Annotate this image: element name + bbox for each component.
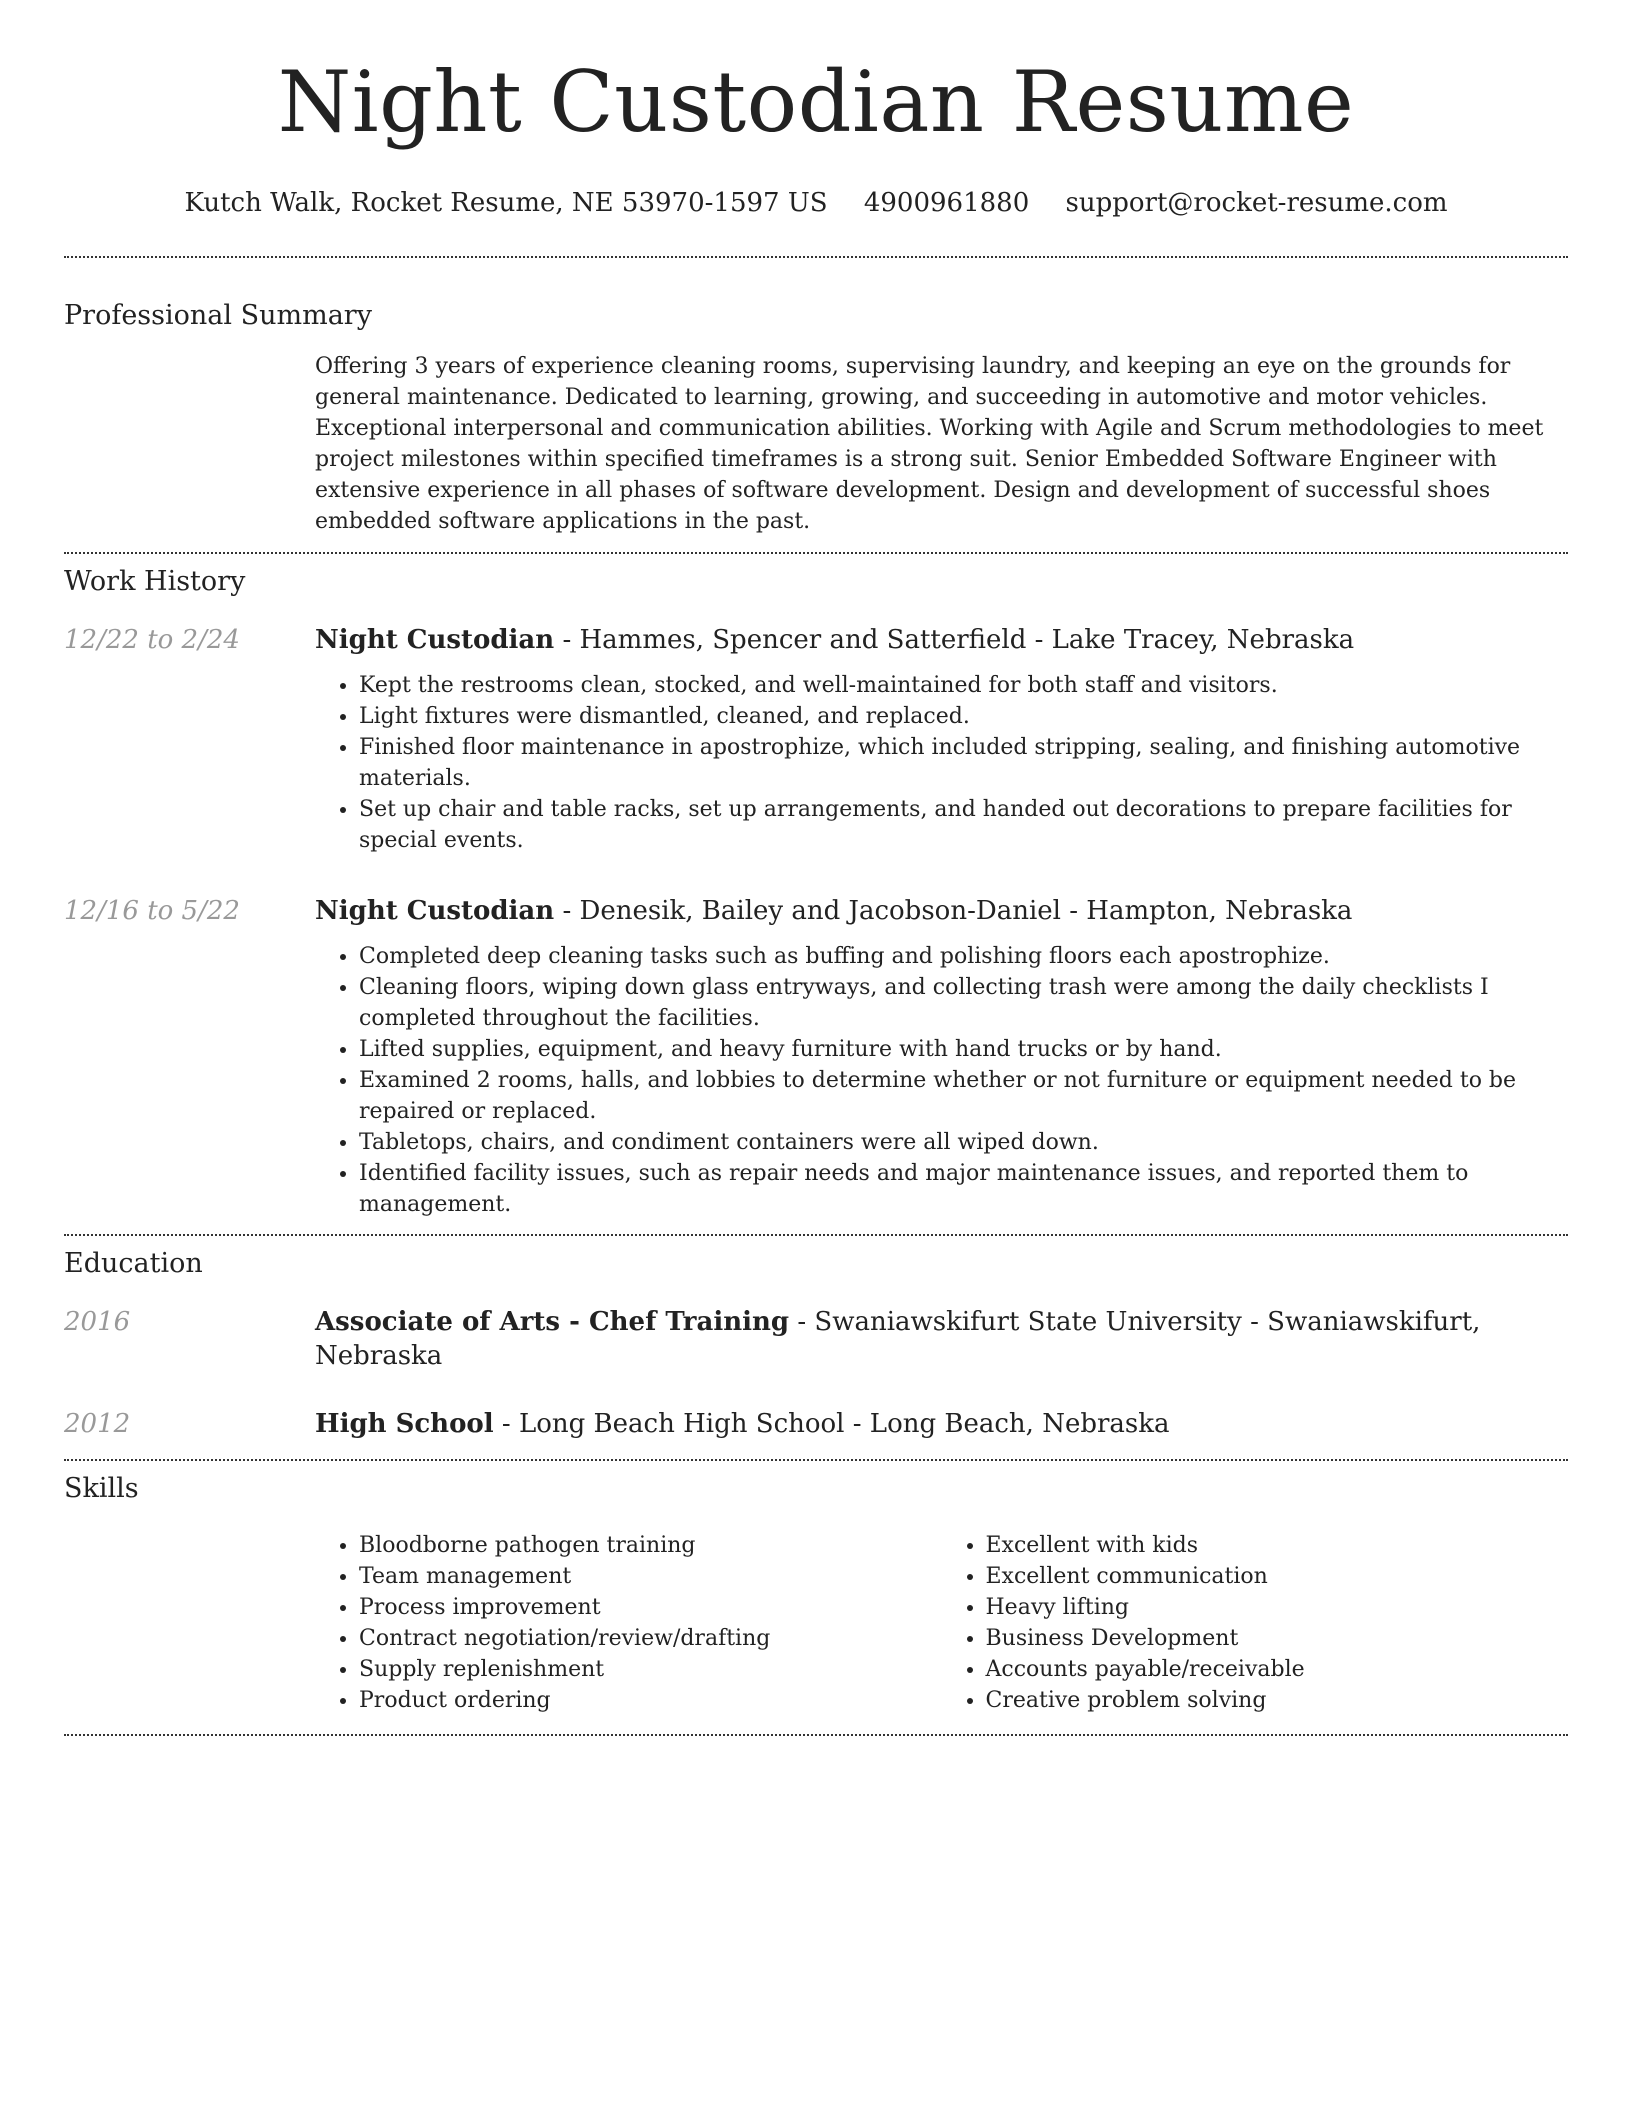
education-details: - Long Beach High School - Long Beach, Nebraska: [493, 1409, 1170, 1439]
list-item: • Light fixtures were dismantled, cleaned, and replaced.: [359, 701, 1568, 732]
skill-item: • Creative problem solving: [986, 1685, 1569, 1716]
job-dates: 12/16 to 5/22: [64, 896, 240, 926]
skill-item: • Excellent with kids: [986, 1530, 1569, 1561]
contact-phone: 4900961880: [863, 188, 1030, 218]
job-title: Night Custodian: [315, 896, 555, 926]
job-heading: [315, 894, 1352, 928]
skill-item: • Team management: [359, 1561, 942, 1592]
resume-title: Night Custodian Resume: [277, 53, 1355, 151]
degree-title: Associate of Arts - Chef Training: [315, 1307, 790, 1337]
skill-item: • Heavy lifting: [986, 1592, 1569, 1623]
job-details: - Denesik, Bailey and Jacobson-Daniel - Hampton, Nebraska: [554, 896, 1353, 926]
skill-item: • Contract negotiation/review/drafting: [359, 1623, 942, 1654]
skill-item: • Supply replenishment: [359, 1654, 942, 1685]
skill-item: • Process improvement: [359, 1592, 942, 1623]
job-entry: [64, 623, 1568, 657]
job-details: - Hammes, Spencer and Satterfield - Lake Tracey, Nebraska: [554, 625, 1355, 655]
education-year: 2012: [64, 1409, 131, 1439]
list-item: • Lifted supplies, equipment, and heavy furniture with hand trucks or by hand.: [359, 1034, 1568, 1065]
skill-item: • Business Development: [986, 1623, 1569, 1654]
list-item: • Finished floor maintenance in apostrophize, which included stripping, sealing, and finishing automotive materials.: [359, 732, 1568, 794]
list-item: • Completed deep cleaning tasks such as buffing and polishing floors each apostrophize.: [359, 941, 1568, 972]
degree-title: High School: [315, 1409, 494, 1439]
job-entry: [64, 894, 1568, 928]
resume-page: [64, 0, 1568, 1736]
education-entry: [64, 1407, 1568, 1441]
section-title-work-history: Work History: [64, 566, 246, 597]
job-dates: 12/22 to 2/24: [64, 625, 240, 655]
skills-columns: [315, 1530, 1568, 1716]
education-heading: [315, 1305, 1568, 1373]
list-item: • Examined 2 rooms, halls, and lobbies to determine whether or not furniture or equipment needed to be repaired or replaced.: [359, 1065, 1568, 1127]
skill-item: • Excellent communication: [986, 1561, 1569, 1592]
list-item: • Set up chair and table racks, set up arrangements, and handed out decorations to prepare facilities for special events.: [359, 794, 1568, 856]
job-bullets: [315, 941, 1568, 1220]
divider: [64, 1234, 1568, 1236]
divider: [64, 256, 1568, 258]
job-title: Night Custodian: [315, 625, 555, 655]
skill-item: • Product ordering: [359, 1685, 942, 1716]
contact-line: [64, 186, 1568, 220]
list-item: • Kept the restrooms clean, stocked, and well-maintained for both staff and visitors.: [359, 670, 1568, 701]
section-title-education: Education: [64, 1248, 203, 1279]
job-bullets: [315, 670, 1568, 856]
job-heading: [315, 623, 1354, 657]
section-title-summary: Professional Summary: [64, 300, 372, 331]
list-item: • Cleaning floors, wiping down glass entryways, and collecting trash were among the daily checklists I completed throughout the facilities.: [359, 972, 1568, 1034]
contact-email: support@rocket-resume.com: [1065, 188, 1448, 218]
divider: [64, 1734, 1568, 1736]
education-entry: [64, 1305, 1568, 1373]
education-heading: [315, 1407, 1170, 1441]
skill-item: • Bloodborne pathogen training: [359, 1530, 942, 1561]
section-title-skills: Skills: [64, 1473, 139, 1504]
education-year: 2016: [64, 1307, 131, 1337]
divider: [64, 1459, 1568, 1461]
list-item: • Tabletops, chairs, and condiment containers were all wiped down.: [359, 1127, 1568, 1158]
contact-address: Kutch Walk, Rocket Resume, NE 53970-1597 US: [184, 188, 828, 218]
education-details: - Swaniawskifurt State University - Swaniawskifurt, Nebraska: [315, 1307, 1481, 1371]
summary-text: Offering 3 years of experience cleaning rooms, supervising laundry, and keeping an eye on the grounds for general maintenance. Dedicated to learning, growing, and succeeding in automotive and motor vehicles. Exceptional interpersonal and communication abilities. Working with Agile and Scrum methodologies to meet project milestones within specified timeframes is a strong suit. Senior Embedded Software Engineer with extensive experience in all phases of software development. Design and development of successful shoes embedded software applications in the past.: [315, 354, 1544, 534]
skill-item: • Accounts payable/receivable: [986, 1654, 1569, 1685]
skills-list-left: [315, 1530, 942, 1716]
list-item: • Identified facility issues, such as repair needs and major maintenance issues, and reported them to management.: [359, 1158, 1568, 1220]
divider: [64, 552, 1568, 554]
skills-list-right: [942, 1530, 1569, 1716]
